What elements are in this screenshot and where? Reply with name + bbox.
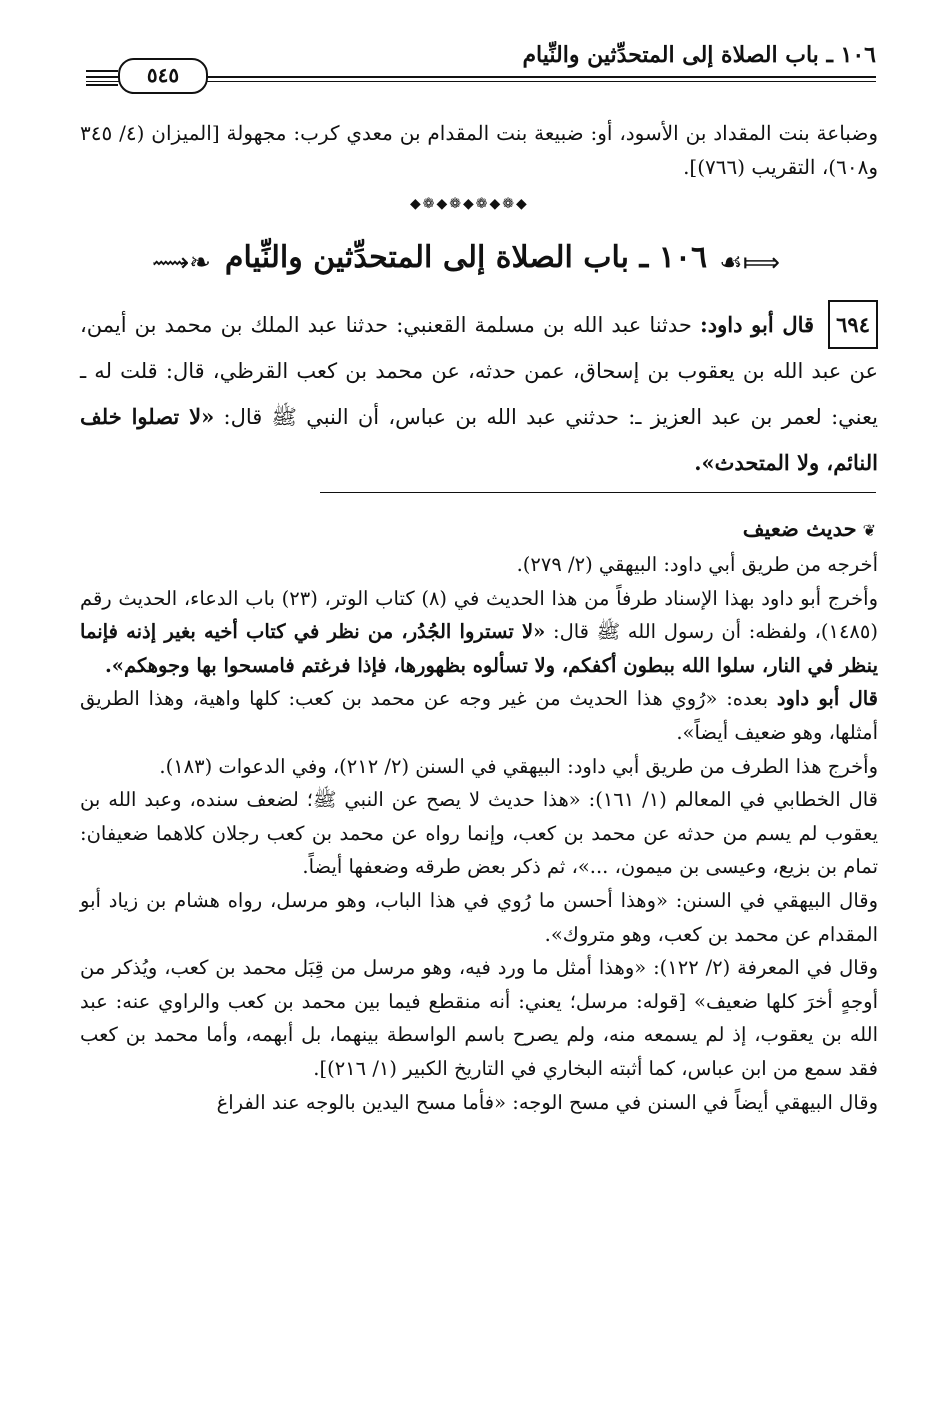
hadith-isnad: حدثنا عبد الله بن مسلمة القعنبي: حدثنا عبد الملك بن محمد بن أيمن، عن عبد الله بن يعقوب بن إسحاق، عمن حدثه، عن محمد بن كعب القرظي، قال: قلت له ـ يعني: لعمر بن عبد العزيز ـ: حدثني عبد الله بن عباس، أن النبي ﷺ قال: bbox=[80, 313, 878, 429]
ornament-separator-icon: ◆❁◆❁◆❁◆❁◆ bbox=[410, 196, 529, 212]
running-header: ١٠٦ ـ باب الصلاة إلى المتحدِّثين والنِّيام bbox=[522, 42, 876, 68]
grade-label: حديث ضعيف bbox=[742, 516, 857, 541]
commentary-paragraph bbox=[80, 548, 878, 582]
hadith-matn: «لا تصلوا خلف النائم، ولا المتحدث». bbox=[80, 404, 878, 475]
commentary-paragraph bbox=[80, 884, 878, 951]
title-flourish-right-icon: ☙⟾ bbox=[719, 248, 780, 278]
commentary-text: أخرجه من طريق أبي داود: البيهقي (٢/ ٢٧٩). bbox=[516, 553, 878, 576]
commentary-text: قال الخطابي في المعالم (١/ ١٦١): «هذا حديث لا يصح عن النبي ﷺ؛ لضعف سنده، وعبد الله بن يعقوب لم يسم من حدثه عن محمد بن كعب، وإنما رواه عن محمد بن كعب رجلان كلاهما ضعيفان: تمام بن بزيع، وعيسى بن ميمون، ...»، ثم ذكر بعض طرقه وضعفها أيضاً. bbox=[80, 788, 878, 879]
commentary-paragraph bbox=[80, 582, 878, 683]
commentary-paragraph bbox=[80, 750, 878, 784]
page-number: ٥٤٥ bbox=[118, 58, 208, 94]
commentary-text: وقال في المعرفة (٢/ ١٢٢): «وهذا أمثل ما ورد فيه، وهو مرسل من قِبَل محمد بن كعب، ويُذكر من أوجهٍ أخرَ كلها ضعيف» [قوله: مرسل؛ يعني: أنه منقطع فيما بين محمد بن كعب والراوي عنه: عبد الله بن يعقوب، إذ لم يسمعه منه، ولم يصرح باسم الواسطة بينهما، بل أبهمه، وأما محمد بن كعب فقد سمع من ابن عباس، كما أثبته البخاري في التاريخ الكبير (١/ ٢١٦)]. bbox=[80, 956, 878, 1080]
commentary bbox=[80, 548, 878, 1119]
hadith-narrator: قال أبو داود: bbox=[699, 312, 815, 337]
commentary-text: وأخرج هذا الطرف من طريق أبي داود: البيهقي في السنن (٢/ ٢١٢)، وفي الدعوات (١٨٣). bbox=[159, 754, 878, 778]
commentary-text: وأخرج أبو داود بهذا الإسناد طرفاً من هذا الحديث في (٨) كتاب الوتر، (٢٣) باب الدعاء، الحديث رقم (١٤٨٥)، ولفظه: أن رسول الله ﷺ قال: bbox=[80, 586, 878, 644]
commentary-text: وقال البيهقي في السنن: «وهذا أحسن ما رُوي في هذا الباب، وهو مرسل، رواه هشام بن زياد أبو المقدام عن محمد بن كعب، وهو متروك». bbox=[80, 888, 878, 946]
hadith-text bbox=[80, 300, 878, 486]
commentary-text: وقال البيهقي أيضاً في السنن في مسح الوجه: «فأما مسح اليدين بالوجه عند الفراغ bbox=[216, 1090, 878, 1114]
commentary-paragraph bbox=[80, 783, 878, 884]
commentary-paragraph bbox=[80, 682, 878, 749]
header-rule-left bbox=[86, 70, 118, 86]
top-paragraph: وضباعة بنت المقداد بن الأسود، أو: ضبيعة بنت المقدام بن معدي كرب: مجهولة [الميزان (٤/ ٣٤٥ و٦٠٨)، التقريب (٧٦٦)]. bbox=[80, 121, 878, 179]
hadith-number: ٦٩٤ bbox=[828, 300, 878, 349]
title-flourish-left-icon: ⟿❧ bbox=[152, 248, 212, 278]
commentary-paragraph bbox=[80, 951, 878, 1085]
footnote-divider bbox=[320, 492, 876, 493]
hadith-grade bbox=[743, 516, 876, 541]
grade-marker-icon: ❦ bbox=[862, 521, 876, 540]
commentary-bold-text: قال أبو داود bbox=[776, 687, 878, 711]
commentary-bold-text: «لا تستروا الجُدُر، من نظر في كتاب أخيه بغير إذنه فإنما ينظر في النار، سلوا الله ببطون أكفكم، ولا تسألوه بظهورها، فإذا فرغتم فامسحوا بها وجوهكم». bbox=[80, 620, 878, 677]
commentary-paragraph bbox=[80, 1086, 878, 1120]
chapter-title: ١٠٦ ـ باب الصلاة إلى المتحدِّثين والنِّيام bbox=[224, 240, 708, 275]
commentary-text: بعده: «رُوي هذا الحديث من غير وجه عن محمد بن كعب: كلها واهية، وهذا الطريق أمثلها، وهو ضعيف أيضاً». bbox=[80, 687, 878, 744]
